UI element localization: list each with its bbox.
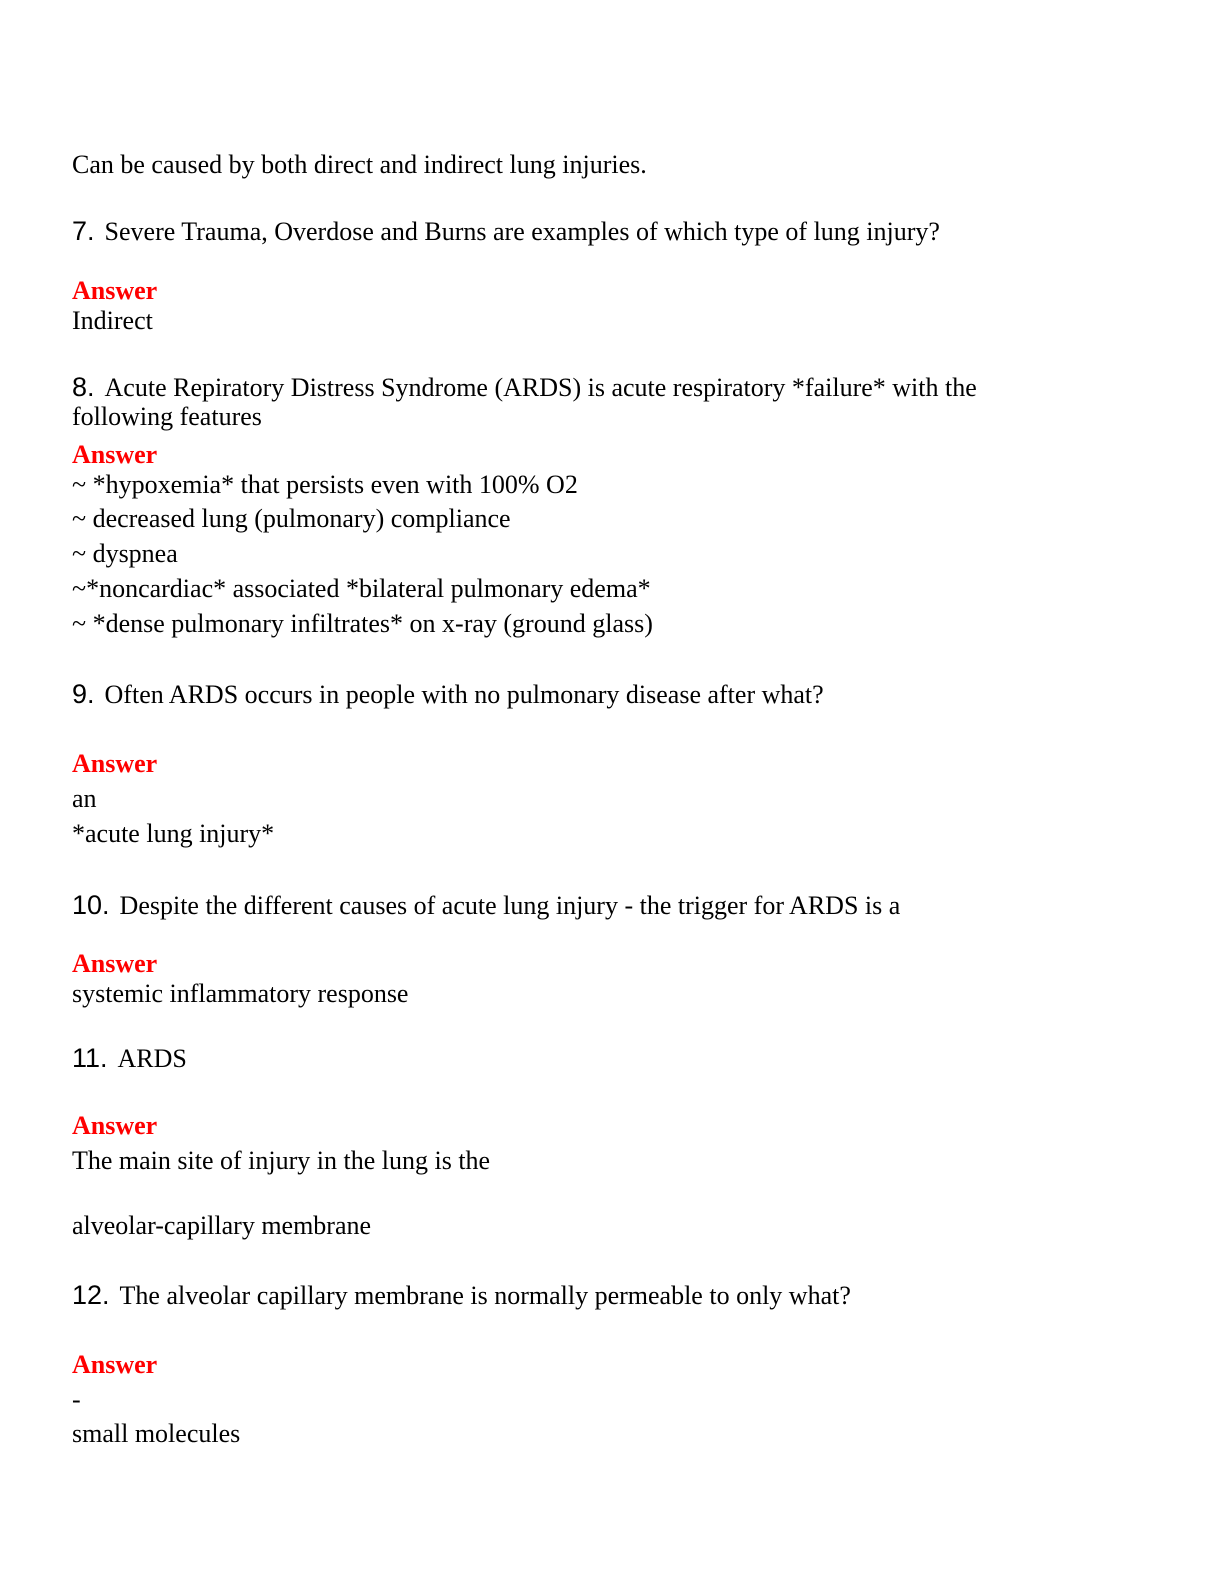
question-text-continued: following features [72, 402, 262, 431]
answer-line: - [72, 1385, 81, 1414]
answer-line: The main site of injury in the lung is the [72, 1146, 491, 1175]
answer-line: ~ dyspnea [72, 539, 178, 568]
answer-label: Answer [72, 1111, 158, 1140]
answer-label: Answer [72, 276, 158, 305]
answer-label: Answer [72, 749, 158, 778]
answer-line: ~ *dense pulmonary infiltrates* on x-ray (ground glass) [72, 609, 653, 638]
answer-text [72, 150, 647, 180]
question-12 [72, 1280, 851, 1311]
answer-line: systemic inflammatory response [72, 979, 409, 1008]
question-text: Acute Repiratory Distress Syndrome (ARDS) is acute respiratory *failure* with the [104, 373, 977, 402]
question-8 [72, 372, 977, 403]
answer-label: Answer [72, 949, 158, 978]
question-11 [72, 1043, 187, 1074]
question-text: Often ARDS occurs in people with no pulmonary disease after what? [104, 680, 824, 709]
answer-line: ~ decreased lung (pulmonary) compliance [72, 504, 511, 533]
answer-line: small molecules [72, 1419, 241, 1448]
question-7 [72, 216, 940, 247]
question-text: ARDS [117, 1044, 187, 1073]
question-text: Severe Trauma, Overdose and Burns are examples of which type of lung injury? [104, 217, 940, 246]
answer-line: alveolar-capillary membrane [72, 1211, 372, 1240]
question-text: Despite the different causes of acute lung injury - the trigger for ARDS is a [119, 891, 901, 920]
question-9 [72, 679, 824, 710]
question-number: 12. [72, 1280, 110, 1310]
question-10 [72, 890, 900, 921]
answer-label: Answer [72, 1350, 158, 1379]
answer-label: Answer [72, 440, 158, 469]
answer-line: *acute lung injury* [72, 819, 275, 848]
question-number: 11. [72, 1043, 108, 1073]
answer-line: an [72, 784, 97, 813]
question-number: 8. [72, 372, 95, 402]
question-number: 7. [72, 216, 95, 246]
answer-line: ~ *hypoxemia* that persists even with 100% O2 [72, 470, 578, 499]
answer-line: Can be caused by both direct and indirect lung injuries. [72, 150, 647, 179]
question-text: The alveolar capillary membrane is normally permeable to only what? [119, 1281, 851, 1310]
answer-line: Indirect [72, 306, 153, 335]
answer-line: ~*noncardiac* associated *bilateral pulmonary edema* [72, 574, 651, 603]
question-number: 9. [72, 679, 95, 709]
question-number: 10. [72, 890, 110, 920]
